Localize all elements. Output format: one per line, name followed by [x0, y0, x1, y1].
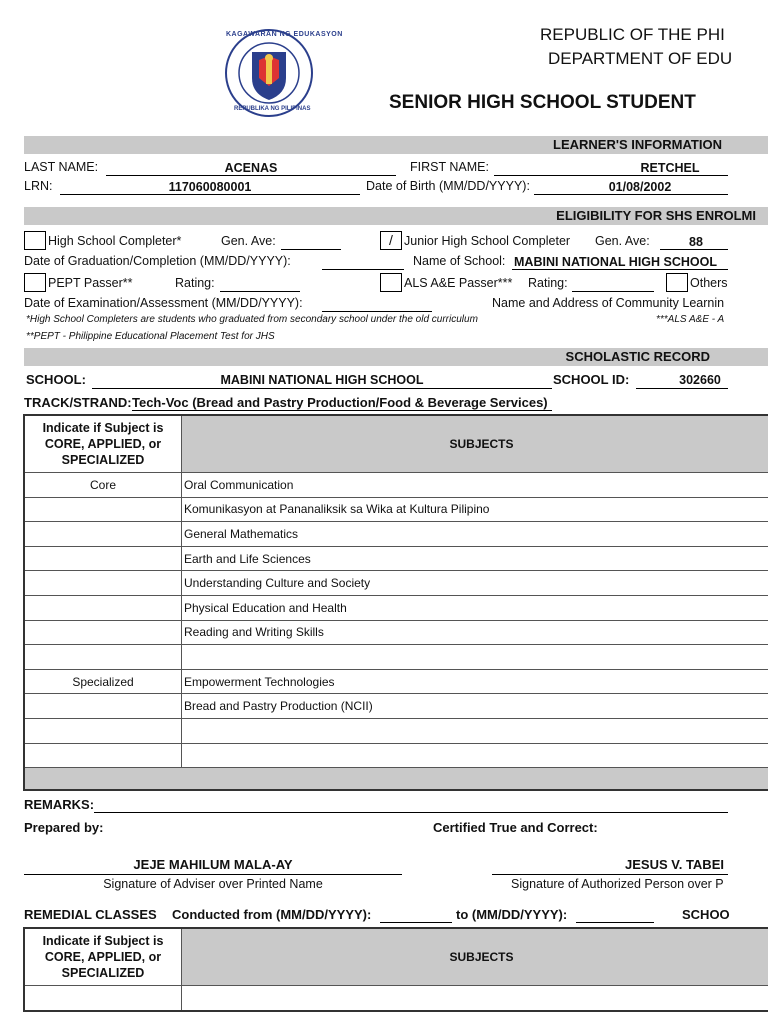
subject-cell [182, 645, 768, 670]
department-line: DEPARTMENT OF EDU [548, 49, 733, 68]
jhs-completer-checkbox[interactable]: / [380, 231, 402, 250]
others-label: Others [690, 276, 728, 290]
type-column-header: Indicate if Subject is CORE, APPLIED, or SPECIALIZED [24, 415, 182, 473]
remedial-school-label: SCHOO [682, 907, 730, 922]
scholastic-heading: SCHOLASTIC RECORD [565, 349, 710, 364]
hs-completer-checkbox[interactable] [24, 231, 46, 250]
gen-ave-label: Gen. Ave: [221, 234, 276, 248]
scholastic-table [23, 414, 768, 791]
subject-type-cell: Specialized [24, 669, 182, 694]
school-id-label: SCHOOL ID: [553, 372, 630, 387]
republic-line: REPUBLIC OF THE PHI [540, 25, 725, 44]
adviser-caption: Signature of Adviser over Printed Name [103, 877, 323, 891]
first-name-value: RETCHEL [640, 161, 700, 175]
to-label: to (MM/DD/YYYY): [456, 907, 568, 922]
table-row [24, 571, 768, 596]
learner-info-heading: LEARNER'S INFORMATION [553, 137, 722, 152]
lrn-value: 117060080001 [168, 180, 252, 194]
jhs-completer-label: Junior High School Completer [404, 234, 571, 248]
pept-label: PEPT Passer** [48, 276, 133, 290]
subject-cell: Reading and Writing Skills [182, 620, 768, 645]
subject-type-cell [24, 743, 182, 768]
track-label: TRACK/STRAND: [24, 395, 132, 410]
note-hs-completer: *High School Completers are students who graduated from secondary school under the old curriculum [26, 314, 478, 325]
page-title: SENIOR HIGH SCHOOL STUDENT [389, 92, 696, 113]
others-checkbox[interactable] [666, 273, 688, 292]
adviser-name: JEJE MAHILUM MALA-AY [133, 857, 293, 872]
hs-completer-label: High School Completer* [48, 234, 182, 248]
subject-cell [182, 743, 768, 768]
table-row [24, 522, 768, 547]
remarks-line [94, 812, 728, 813]
note-pept: **PEPT - Philippine Educational Placement Test for JHS [26, 331, 275, 342]
last-name-label: LAST NAME: [24, 160, 99, 174]
table-row [24, 986, 768, 1011]
school-label: SCHOOL: [26, 372, 86, 387]
authorized-name: JESUS V. TABEI [625, 857, 724, 872]
subject-cell: General Mathematics [182, 522, 768, 547]
gen-ave-value: 88 [689, 235, 703, 249]
table-row [24, 546, 768, 571]
eligibility-heading: ELIGIBILITY FOR SHS ENROLMI [556, 208, 756, 223]
seal-text-bottom: REPUBLIKA NG PILIPINAS [234, 106, 311, 112]
pept-rating-label: Rating: [175, 276, 215, 290]
subject-cell: Oral Communication [182, 473, 768, 498]
subject-cell: Bread and Pastry Production (NCII) [182, 694, 768, 719]
community-label: Name and Address of Community Learnin [492, 296, 725, 310]
table-row [24, 669, 768, 694]
als-checkbox[interactable] [380, 273, 402, 292]
subject-cell [182, 718, 768, 743]
als-rating-label: Rating: [528, 276, 568, 290]
note-als: ***ALS A&E - A [656, 314, 725, 325]
eligibility-band [24, 207, 768, 225]
prepared-by-label: Prepared by: [24, 820, 104, 835]
table-row [24, 718, 768, 743]
table-row [24, 645, 768, 670]
track-value: Tech-Voc (Bread and Pastry Production/Food & Beverage Services) [132, 395, 548, 410]
subjects-column-header: SUBJECTS [182, 415, 768, 473]
subject-type-cell [24, 595, 182, 620]
learner-info-band [24, 136, 768, 154]
subject-type-cell [24, 497, 182, 522]
school-value: MABINI NATIONAL HIGH SCHOOL [220, 373, 424, 387]
subject-cell: Empowerment Technologies [182, 669, 768, 694]
school-name-value: MABINI NATIONAL HIGH SCHOOL [514, 255, 718, 269]
remedial-label: REMEDIAL CLASSES [24, 907, 157, 922]
remedial-table [23, 927, 768, 1012]
subject-type-cell: Core [24, 473, 182, 498]
scholastic-band [24, 348, 768, 366]
table-row [24, 497, 768, 522]
subject-type-cell [24, 546, 182, 571]
table-row [24, 595, 768, 620]
subject-type-cell [24, 694, 182, 719]
last-name-value: ACENAS [224, 161, 278, 175]
subject-cell: Earth and Life Sciences [182, 546, 768, 571]
subject-type-cell [24, 522, 182, 547]
subject-type-cell [24, 571, 182, 596]
school-id-value: 302660 [679, 373, 721, 387]
table-row [24, 743, 768, 768]
conducted-label: Conducted from (MM/DD/YYYY): [172, 907, 372, 922]
school-name-label: Name of School: [413, 254, 506, 268]
subject-cell: Physical Education and Health [182, 595, 768, 620]
table-row [24, 620, 768, 645]
table-row [24, 473, 768, 498]
seal-text-top: KAGAWARAN NG EDUKASYON [226, 31, 343, 38]
grad-date-label: Date of Graduation/Completion (MM/DD/YYYY): [24, 254, 291, 268]
lrn-label: LRN: [24, 179, 53, 193]
remedial-type-header: Indicate if Subject is CORE, APPLIED, or SPECIALIZED [24, 928, 182, 986]
exam-date-label: Date of Examination/Assessment (MM/DD/YYYY): [24, 296, 303, 310]
subject-type-cell [24, 645, 182, 670]
subject-cell: Understanding Culture and Society [182, 571, 768, 596]
remedial-subjects-header: SUBJECTS [182, 928, 768, 986]
table-row [24, 694, 768, 719]
remarks-label: REMARKS: [24, 797, 95, 812]
gen-ave-label-jhs: Gen. Ave: [595, 234, 650, 248]
deped-seal-icon [214, 28, 324, 118]
pept-checkbox[interactable] [24, 273, 46, 292]
als-label: ALS A&E Passer*** [404, 276, 513, 290]
subject-type-cell [24, 620, 182, 645]
dob-value: 01/08/2002 [608, 180, 672, 194]
first-name-label: FIRST NAME: [410, 160, 489, 174]
subject-cell: Komunikasyon at Pananaliksik sa Wika at Kultura Pilipino [182, 497, 768, 522]
subject-type-cell [24, 718, 182, 743]
authorized-caption: Signature of Authorized Person over P [511, 877, 724, 891]
dob-label: Date of Birth (MM/DD/YYYY): [366, 179, 530, 193]
certified-label: Certified True and Correct: [433, 820, 598, 835]
